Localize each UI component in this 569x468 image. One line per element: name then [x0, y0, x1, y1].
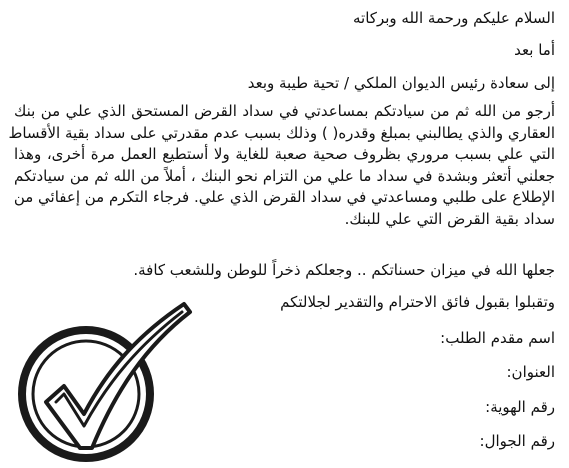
- body-line: سداد بقية القرض التي علي للبنك.: [344, 209, 555, 228]
- addressee-line: إلى سعادة رئيس الديوان الملكي / تحية طيبة وبعد: [247, 74, 555, 92]
- opening-line: أما بعد: [514, 41, 555, 59]
- body-line: جعلني أتعثر وبشدة في سداد ما علي من التزام نحو البنك ، أملاً من الله ثم من سيادتكم: [14, 166, 555, 185]
- mobile-field[interactable]: رقم الجوال:: [479, 432, 555, 450]
- address-field[interactable]: العنوان:: [506, 363, 555, 381]
- applicant-name-field[interactable]: اسم مقدم الطلب:: [440, 329, 555, 347]
- body-line: التي علي بسبب مروري بظروف صحية صعبة للغاية ولا أستطيع العمل مرة أخرى، وهذا: [14, 145, 555, 163]
- body-line: الإطلاع على طلبي ومساعدتي في سداد القرض الذي علي. فرجاء التكرم من إعفائي من: [13, 188, 555, 206]
- closing-line: وتقبلوا بقبول فائق الاحترام والتقدير لجلالتكم: [280, 293, 555, 311]
- greeting-line: السلام عليكم ورحمة الله وبركاته: [353, 9, 555, 27]
- body-line: أرجو من الله ثم من سيادتكم بمساعدتي في سداد القرض المستحق الذي علي من بنك: [14, 102, 555, 120]
- prayer-line: جعلها الله في ميزان حسناتكم .. وجعلكم ذخراً للوطن وللشعب كافة.: [133, 261, 555, 279]
- body-line: العقاري والذي يطالبني بمبلغ وقدره( ) وذلك بسبب عدم مقدرتي على سداد بقية الأقساط: [8, 123, 555, 142]
- checkmark-icon: [6, 298, 196, 466]
- letter-body: [8, 101, 555, 230]
- id-number-field[interactable]: رقم الهوية:: [485, 398, 555, 416]
